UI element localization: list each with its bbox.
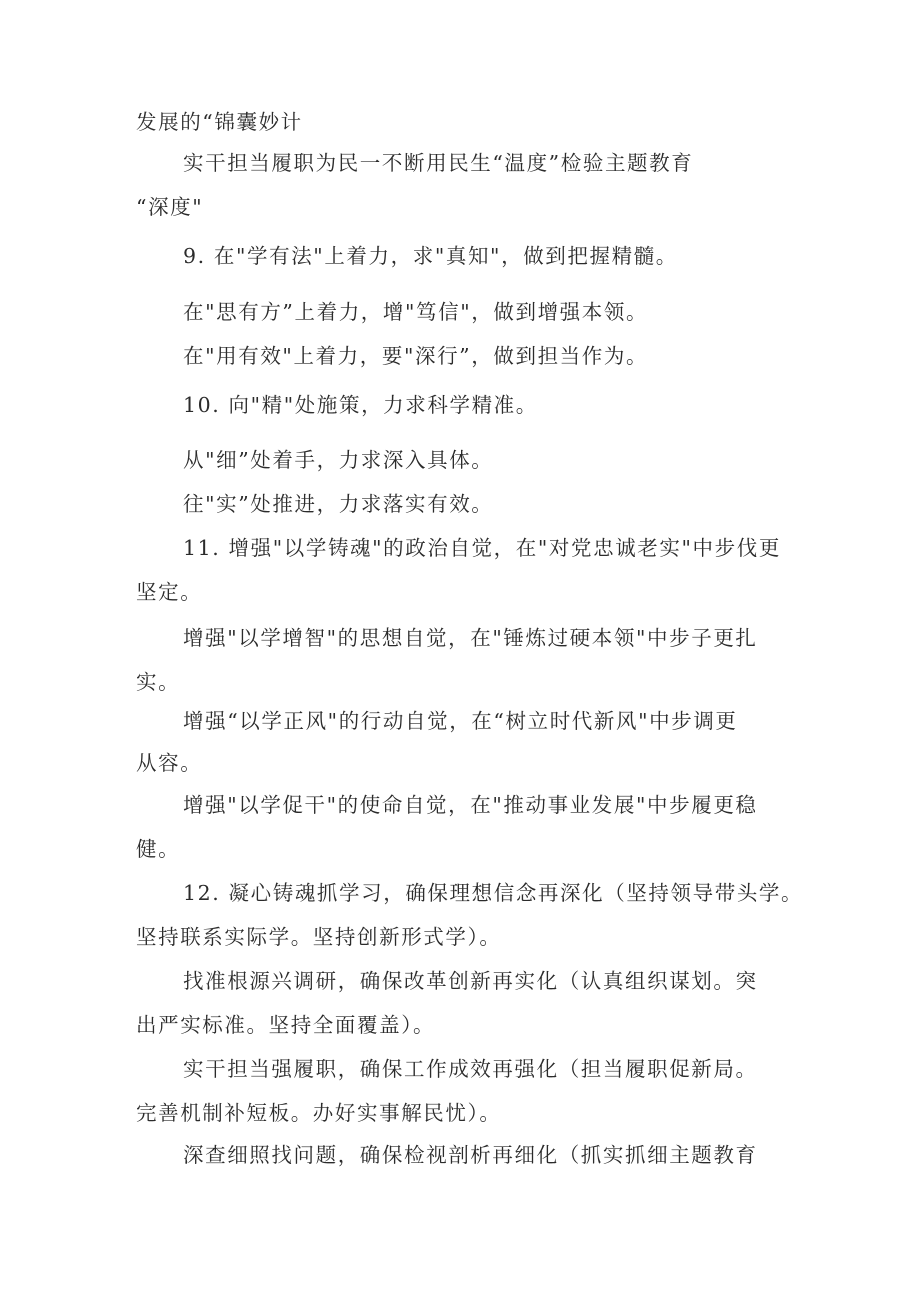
text-line: 在"思有方”上着力，增"笃信"，做到增强本领。 bbox=[183, 300, 649, 324]
text-line: 发展的“锦囊妙计 bbox=[136, 110, 303, 134]
text-line: 坚持联系实际学。坚持创新形式学）。 bbox=[136, 925, 502, 949]
text-line: 健。 bbox=[136, 837, 181, 861]
text-line: 增强"以学增智"的思想自觉，在"锤炼过硬本领"中步子更扎 bbox=[183, 626, 758, 650]
text-line: 完善机制补短板。办好实事解民忧）。 bbox=[136, 1101, 502, 1125]
text-line: 在"用有效"上着力，要"深行”，做到担当作为。 bbox=[183, 344, 649, 368]
text-line: 9. 在"学有法"上着力，求"真知"，做到把握精髓。 bbox=[183, 244, 678, 268]
text-line: 坚定。 bbox=[136, 580, 203, 604]
text-line: 11. 增强"以学铸魂"的政治自觉，在"对党忠诚老实"中步伐更 bbox=[183, 536, 781, 560]
text-line: 往"实”处推进，力求落实有效。 bbox=[183, 492, 494, 516]
text-line: “深度" bbox=[136, 195, 204, 219]
text-line: 12. 凝心铸魂抓学习，确保理想信念再深化（坚持领导带头学。 bbox=[183, 881, 804, 905]
text-line: 从容。 bbox=[136, 751, 203, 775]
text-line: 增强“以学正风"的行动自觉，在“树立时代新风"中步调更 bbox=[183, 709, 738, 733]
text-line: 增强"以学促干"的使命自觉，在"推动事业发展"中步履更稳 bbox=[183, 793, 758, 817]
text-line: 出严实标准。坚持全面覆盖）。 bbox=[136, 1013, 436, 1037]
text-line: 实干担当强履职，确保工作成效再强化（担当履职促新局。 bbox=[183, 1057, 758, 1081]
text-line: 10. 向"精"处施策，力求科学精准。 bbox=[183, 393, 538, 417]
text-line: 深查细照找问题，确保检视剖析再细化（抓实抓细主题教育 bbox=[183, 1143, 758, 1167]
text-line: 从"细”处着手，力求深入具体。 bbox=[183, 448, 494, 472]
text-line: 实干担当履职为民一不断用民生“温度”检验主题教育 bbox=[183, 151, 694, 175]
text-line: 找准根源兴调研，确保改革创新再实化（认真组织谋划。突 bbox=[183, 969, 758, 993]
text-line: 实。 bbox=[136, 670, 181, 694]
